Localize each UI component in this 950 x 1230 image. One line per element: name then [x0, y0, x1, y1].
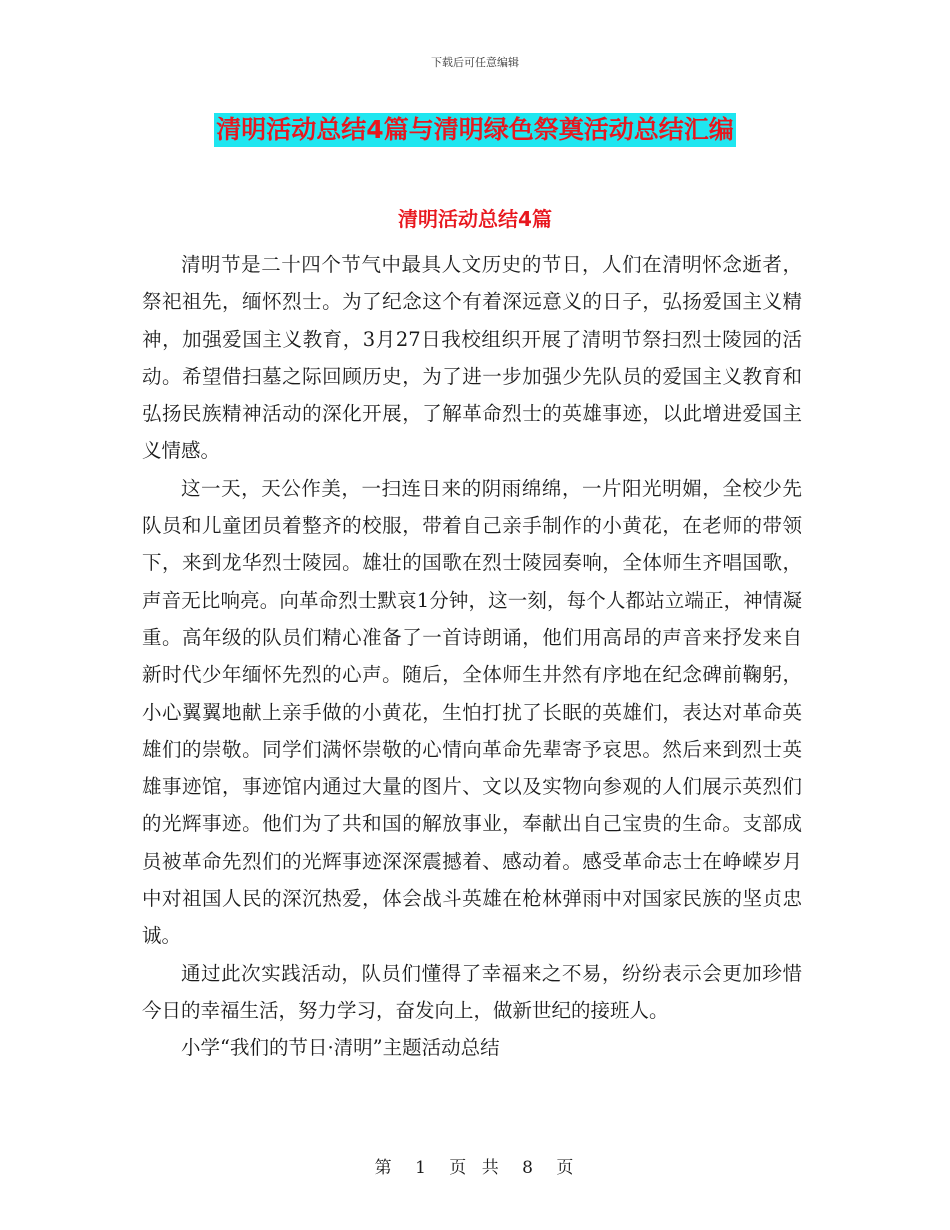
paragraph-3: 通过此次实践活动，队员们懂得了幸福来之不易，纷纷表示会更加珍惜今日的幸福生活，努力学习，奋发向上，做新世纪的接班人。 [142, 961, 802, 1022]
paragraph-2: 这一天，天公作美，一扫连日来的阴雨绵绵，一片阳光明媚，全校少先队员和儿童团员着整齐的校服，带着自己亲手制作的小黄花，在老师的带领下，来到龙华烈士陵园。雄壮的国歌在烈士陵园奏响，全体师生齐唱国歌，声音无比响亮。向革命烈士默哀1分钟，这一刻，每个人都站立端正，神情凝重。高年级的队员们精心准备了一首诗朗诵，他们用高昂的声音来抒发来自新时代少年缅怀先烈的心声。随后，全体师生井然有序地在纪念碑前鞠躬，小心翼翼地献上亲手做的小黄花，生怕打扰了长眠的英雄们，表达对革命英雄们的崇敬。同学们满怀崇敬的心情向革命先辈寄予哀思。然后来到烈士英雄事迹馆，事迹馆内通过大量的图片、文以及实物向参观的人们展示英烈们的光辉事迹。他们为了共和国的解放事业，奉献出自己宝贵的生命。支部成员被革命先烈们的光辉事迹深深震撼着、感动着。感受革命志士在峥嵘岁月中对祖国人民的深沉热爱，体会战斗英雄在枪林弹雨中对国家民族的坚贞忠诚。 [142, 476, 802, 948]
footer-total-pages: 8 [522, 1158, 535, 1178]
footer-suffix: 页 [556, 1158, 576, 1178]
footer-page-number: 1 [415, 1158, 428, 1178]
footer-prefix: 第 [374, 1158, 394, 1178]
paragraph-1: 清明节是二十四个节气中最具人文历史的节日，人们在清明怀念逝者，祭祀祖先，缅怀烈士。为了纪念这个有着深远意义的日子，弘扬爱国主义精神，加强爱国主义教育，3月27日我校组织开展了清明节祭扫烈士陵园的活动。希望借扫墓之际回顾历史，为了进一步加强少先队员的爱国主义教育和弘扬民族精神活动的深化开展，了解革命烈士的英雄事迹，以此增进爱国主义情感。 [142, 253, 802, 463]
header-note: 下载后可任意编辑 [431, 56, 519, 69]
main-title: 清明活动总结4篇与清明绿色祭奠活动总结汇编 [214, 113, 735, 147]
document-body [142, 246, 802, 1067]
section-title: 清明活动总结4篇 [398, 207, 552, 231]
paragraph-4: 小学“我们的节日·清明”主题活动总结 [181, 1036, 500, 1060]
footer-middle: 页 共 [449, 1158, 501, 1178]
main-title-container [0, 113, 950, 147]
page-footer [0, 1153, 950, 1178]
